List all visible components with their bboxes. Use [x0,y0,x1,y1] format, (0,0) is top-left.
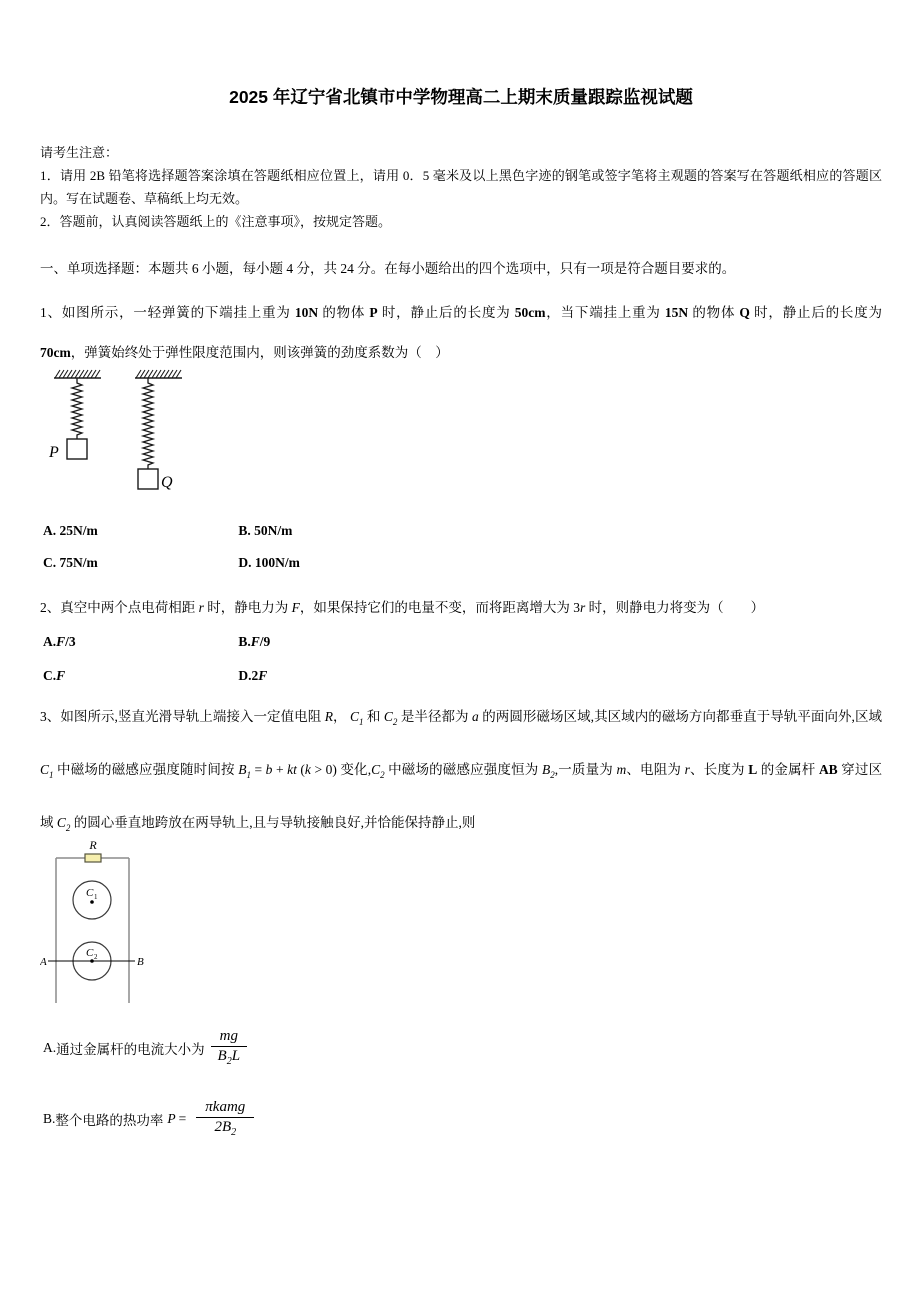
question-3-option-a [43,1022,882,1074]
field-label-c1: C [86,886,94,899]
option-b: B. 50N/m [238,522,293,538]
fraction [196,1099,254,1139]
option-b: B.F/9 [238,633,271,649]
fraction-denominator: $2B_2$ [214,1118,237,1138]
mass-block-p [67,439,87,459]
ceiling-hatch-left [55,370,100,378]
ceiling-hatch-right [136,370,181,378]
equals-sign: = [178,1110,187,1126]
page-title: 2025 年辽宁省北镇市中学物理高二上期末质量跟踪监视试题 [229,87,693,107]
option-c: C.F [43,667,66,683]
option-row [43,659,882,693]
fraction-numerator: πkamg [196,1099,254,1118]
section-heading: 一、单项选择题：本题共 6 小题，每小题 4 分，共 24 分。在每小题给出的四个选项中，只有一项是符合题目要求的。 [40,261,736,276]
question-1-options [43,515,882,579]
spring-diagram-svg [41,369,211,497]
circuit-diagram-svg [40,832,165,1008]
question-1-diagram [41,369,882,501]
notice-item-1: 1．请用 2B 铅笔将选择题答案涂填在答题纸相应位置上，请用 0．5 毫米及以上黑色字迹的钢笔或签字笔将主观题的答案写在答题纸相应的答题区内。写在试题卷、草稿纸上均无效。 [40,168,882,206]
option-row [43,515,882,547]
resistor [85,854,101,862]
rod-label-b: B [137,955,144,968]
option-a: A.F/3 [43,633,76,649]
fraction-numerator: mg [211,1028,247,1047]
notice-block [40,141,882,233]
field-label-c1-sub: 1 [94,892,98,901]
question-3-stem: 3、如图所示,竖直光滑导轨上端接入一定值电阻 R， $C_1$ 和 $C_2$ 是半径都为 a 的两圆形磁场区域,其区域内的磁场方向都垂直于导轨平面向外,区域 $C_1$ 中磁场的磁感应强度随时间按 $B_1 = b$ + kt (k > 0) 变化$,C_2$ 中磁场的磁感应强度恒为 $B_2$,一质量为 m、电阻为 r、长度为 L 的金属杆 AB 穿过区域 $C_2$ 的圆心垂直地跨放在两导轨上,且与导轨接触良好,并恰能保持静止,则 [40,708,883,833]
option-label: B. [43,1110,56,1126]
notice-heading: 请考生注意： [40,145,119,160]
fraction-denominator: $B_2L$ [217,1047,241,1067]
resistor-label: R [89,837,97,852]
power-symbol: P [167,1110,176,1126]
option-d: D. 100N/m [238,554,300,570]
option-row [43,625,882,659]
question-3-option-b [43,1090,882,1148]
question-3-diagram [40,832,882,1012]
question-2-stem: 2、真空中两个点电荷相距 r 时，静电力为 F，如果保持它们的电量不变，而将距离增大为 3r 时，则静电力将变为（ ） [40,599,765,615]
option-row [43,547,882,579]
option-d: D.2F [238,667,268,683]
option-text: 通过金属杆的电流大小为 [56,1041,205,1057]
field-label-c2-sub: 2 [94,952,98,961]
mass-label-q: Q [161,473,173,491]
option-a: A. 25N/m [43,522,98,538]
field-label-c2: C [86,946,94,959]
fraction [211,1028,247,1068]
option-text: 整个电路的热功率 [55,1112,164,1128]
spring-coil-left [72,378,82,439]
option-c: C. 75N/m [43,554,98,570]
rod-label-a: A [40,955,47,968]
option-label: A. [43,1039,57,1055]
mass-block-q [138,469,158,489]
mass-label-p: P [49,443,59,461]
spring-coil-right [143,378,153,469]
question-1-stem: 1、如图所示，一轻弹簧的下端挂上重为 10N 的物体 P 时，静止后的长度为 50cm，当下端挂上重为 15N 的物体 Q 时，静止后的长度为 70cm，弹簧始终处于弹性限度范围内，则该弹簧的劲度系数为（ ） [40,304,883,360]
notice-item-2: 2．答题前，认真阅读答题纸上的《注意事项》，按规定答题。 [40,214,392,229]
question-2-options [43,625,882,693]
